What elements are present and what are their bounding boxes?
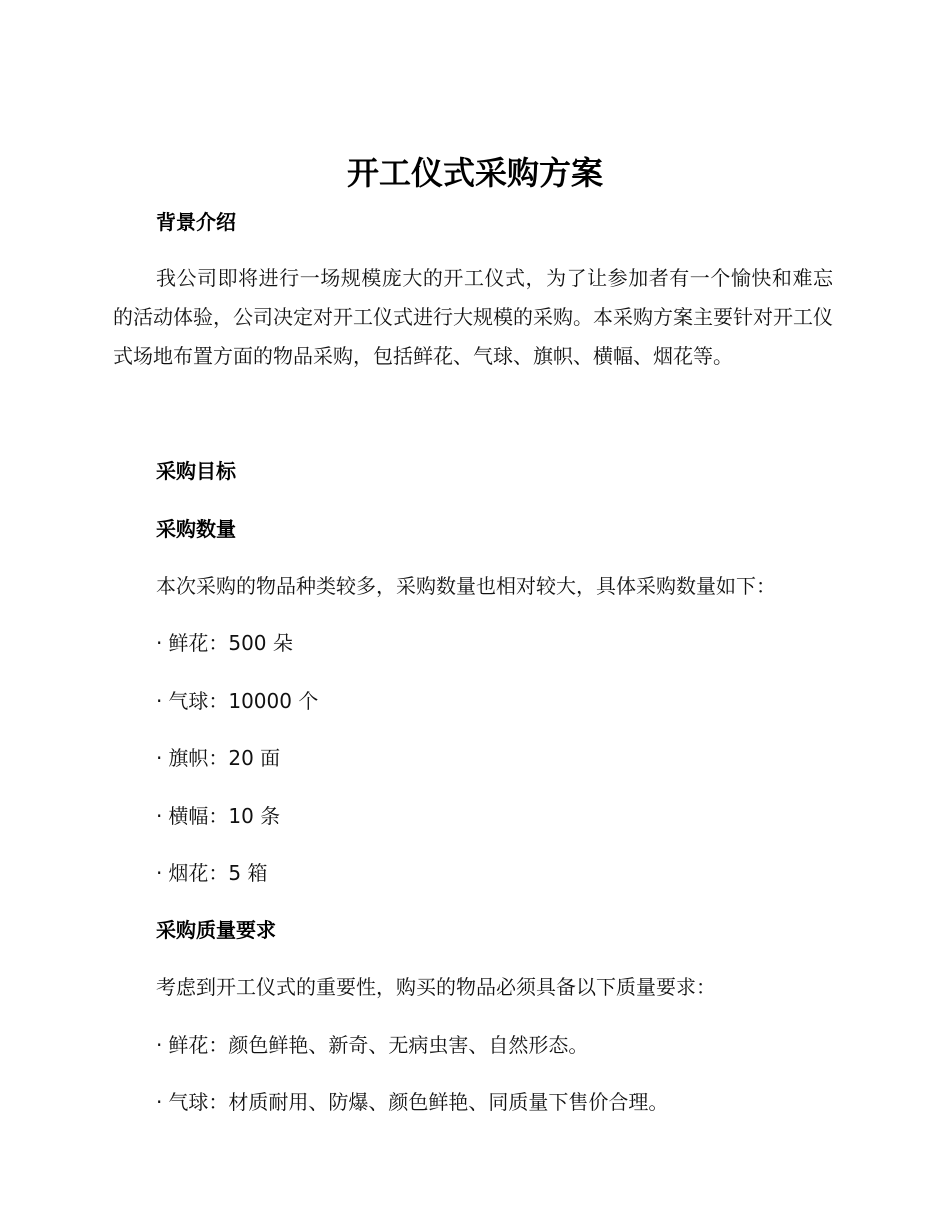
quantity-item <box>113 743 876 773</box>
bullet-dot: · <box>156 861 163 885</box>
quantity-item <box>113 628 876 658</box>
quantity-item-text: 横幅：10 条 <box>168 804 281 828</box>
bullet-dot: · <box>156 1090 163 1114</box>
quality-item-text: 鲜花：颜色鲜艳、新奇、无病虫害、自然形态。 <box>168 1033 589 1057</box>
bullet-dot: · <box>156 1033 163 1057</box>
quantity-item-text: 鲜花：500 朵 <box>168 631 293 655</box>
section-heading-quantity: 采购数量 <box>156 517 236 541</box>
quality-intro: 考虑到开工仪式的重要性，购买的物品必须具备以下质量要求： <box>156 975 716 999</box>
bullet-dot: · <box>156 689 163 713</box>
bullet-dot: · <box>156 631 163 655</box>
quantity-item-text: 烟花：5 箱 <box>168 861 268 885</box>
section-heading-quality: 采购质量要求 <box>156 918 276 942</box>
quantity-item <box>113 858 876 888</box>
background-paragraph: 我公司即将进行一场规模庞大的开工仪式，为了让参加者有一个愉快和难忘的活动体验，公司决定对开工仪式进行大规模的采购。本采购方案主要针对开工仪式场地布置方面的物品采购，包括鲜花、气球、旗帜、横幅、烟花等。 <box>113 266 833 368</box>
document-title: 开工仪式采购方案 <box>346 154 603 192</box>
quantity-intro: 本次采购的物品种类较多，采购数量也相对较大，具体采购数量如下： <box>156 574 776 598</box>
quantity-item-text: 气球：10000 个 <box>168 689 319 713</box>
bullet-dot: · <box>156 804 163 828</box>
quantity-item <box>113 686 876 716</box>
quality-item <box>113 1030 876 1060</box>
quantity-item <box>113 801 876 831</box>
quality-item-text: 气球：材质耐用、防爆、颜色鲜艳、同质量下售价合理。 <box>168 1090 669 1114</box>
bullet-dot: · <box>156 746 163 770</box>
section-heading-goal: 采购目标 <box>156 459 236 483</box>
quality-item <box>113 1087 876 1117</box>
quantity-item-text: 旗帜：20 面 <box>168 746 281 770</box>
section-heading-background: 背景介绍 <box>156 210 236 234</box>
